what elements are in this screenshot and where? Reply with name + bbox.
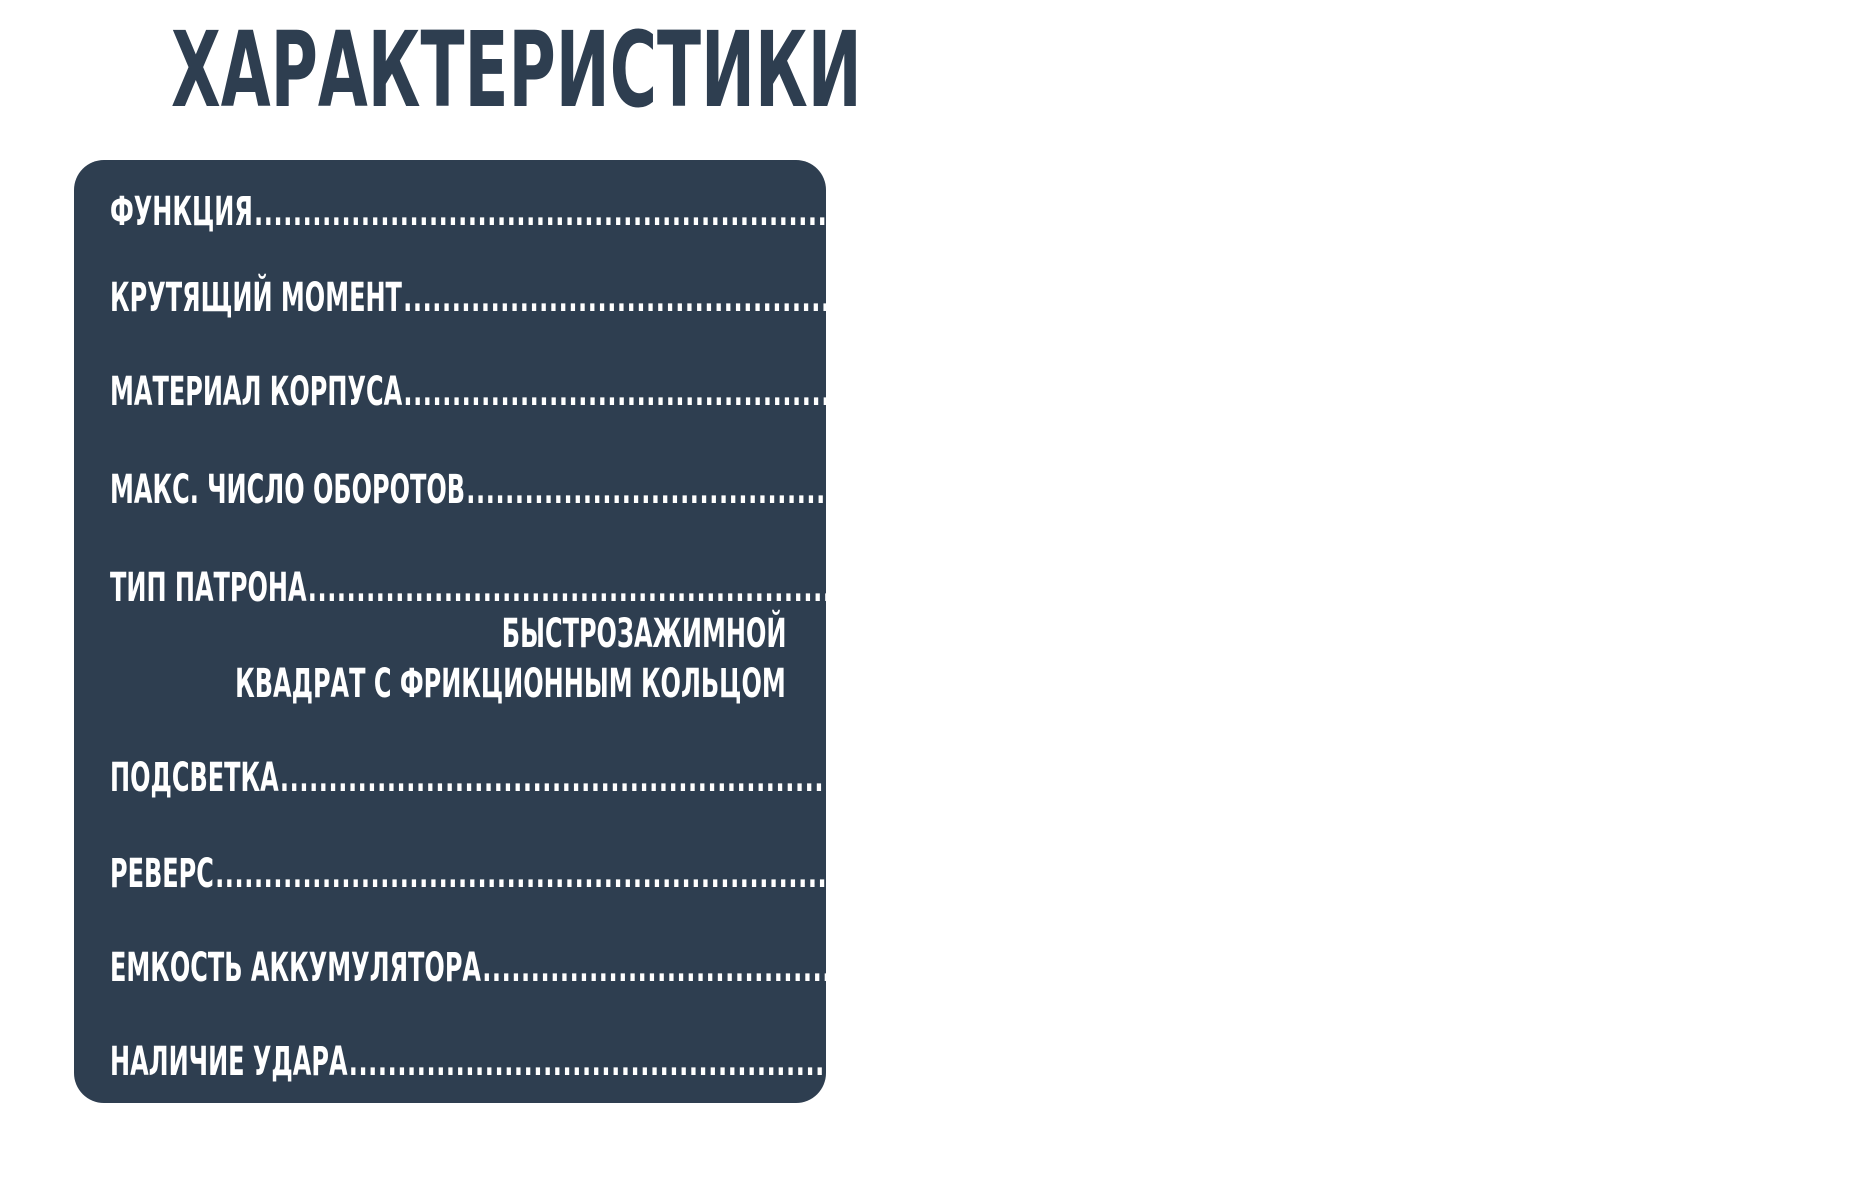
dot-leader: ........................................................................................................................ xyxy=(403,369,1570,415)
spec-row-body-material xyxy=(110,362,1855,415)
spec-value: КВАДРАТ 1/2 xyxy=(1475,565,1656,611)
spec-value: 4.0 Ач xyxy=(1649,945,1736,991)
spec-row-battery-capacity xyxy=(110,938,1736,991)
spec-row-function xyxy=(110,182,1580,235)
specs-panel xyxy=(74,160,1855,1103)
spec-label: ФУНКЦИЯ xyxy=(110,189,253,235)
spec-extra-line xyxy=(66,612,786,660)
spec-row-max-rpm xyxy=(110,460,1821,513)
page-title: ХАРАКТЕРИСТИКИ xyxy=(171,9,862,131)
dot-leader: ........................................................................................................................ xyxy=(215,851,1382,897)
spec-label: НАЛИЧИЕ УДАРА xyxy=(110,1039,348,1085)
spec-extra-text: КВАДРАТ С ФРИКЦИОННЫМ КОЛЬЦОМ xyxy=(235,661,786,707)
spec-value: АВТО-СТОП xyxy=(1421,189,1580,235)
spec-value: С УДАРОМ xyxy=(1515,1039,1663,1085)
dot-leader: ........................................................................................................................ xyxy=(466,467,1633,513)
spec-row-reverse xyxy=(110,844,1452,897)
dot-leader: ........................................................................................................................ xyxy=(482,945,1649,991)
spec-label: МАТЕРИАЛ КОРПУСА xyxy=(110,369,403,415)
spec-value: ЕСТЬ xyxy=(1382,851,1452,897)
dot-leader: ........................................................................................................................ xyxy=(254,189,1421,235)
spec-extra-line xyxy=(66,662,786,710)
spec-label: МАКС. ЧИСЛО ОБОРОТОВ xyxy=(110,467,466,513)
spec-value: 2500 ОБ/МИН xyxy=(1633,467,1821,513)
dot-leader: ........................................................................................................................ xyxy=(403,275,1570,321)
spec-value: МЕТАЛЛ И ПАЛСТИК xyxy=(1570,369,1855,415)
spec-extra-text: БЫСТРОЗАЖИМНОЙ xyxy=(501,611,786,657)
dot-leader: ........................................................................................................................ xyxy=(348,1039,1515,1085)
spec-value: ЕСТЬ xyxy=(1447,755,1516,801)
spec-label: РЕВЕРС xyxy=(110,851,214,897)
dot-leader: ........................................................................................................................ xyxy=(307,565,1474,611)
spec-label: ПОДСВЕТКА xyxy=(110,755,279,801)
spec-label: ТИП ПАТРОНА xyxy=(110,565,307,611)
dot-leader: ........................................................................................................................ xyxy=(279,755,1446,801)
spec-label: ЕМКОСТЬ АККУМУЛЯТОРА xyxy=(110,945,481,991)
spec-label: КРУТЯЩИЙ МОМЕНТ xyxy=(110,275,402,321)
spec-value: 1190 Н/М xyxy=(1570,275,1699,321)
spec-row-chuck-type xyxy=(110,558,1656,611)
spec-row-impact xyxy=(110,1032,1663,1085)
spec-row-torque xyxy=(110,268,1699,321)
spec-row-backlight xyxy=(110,748,1516,801)
